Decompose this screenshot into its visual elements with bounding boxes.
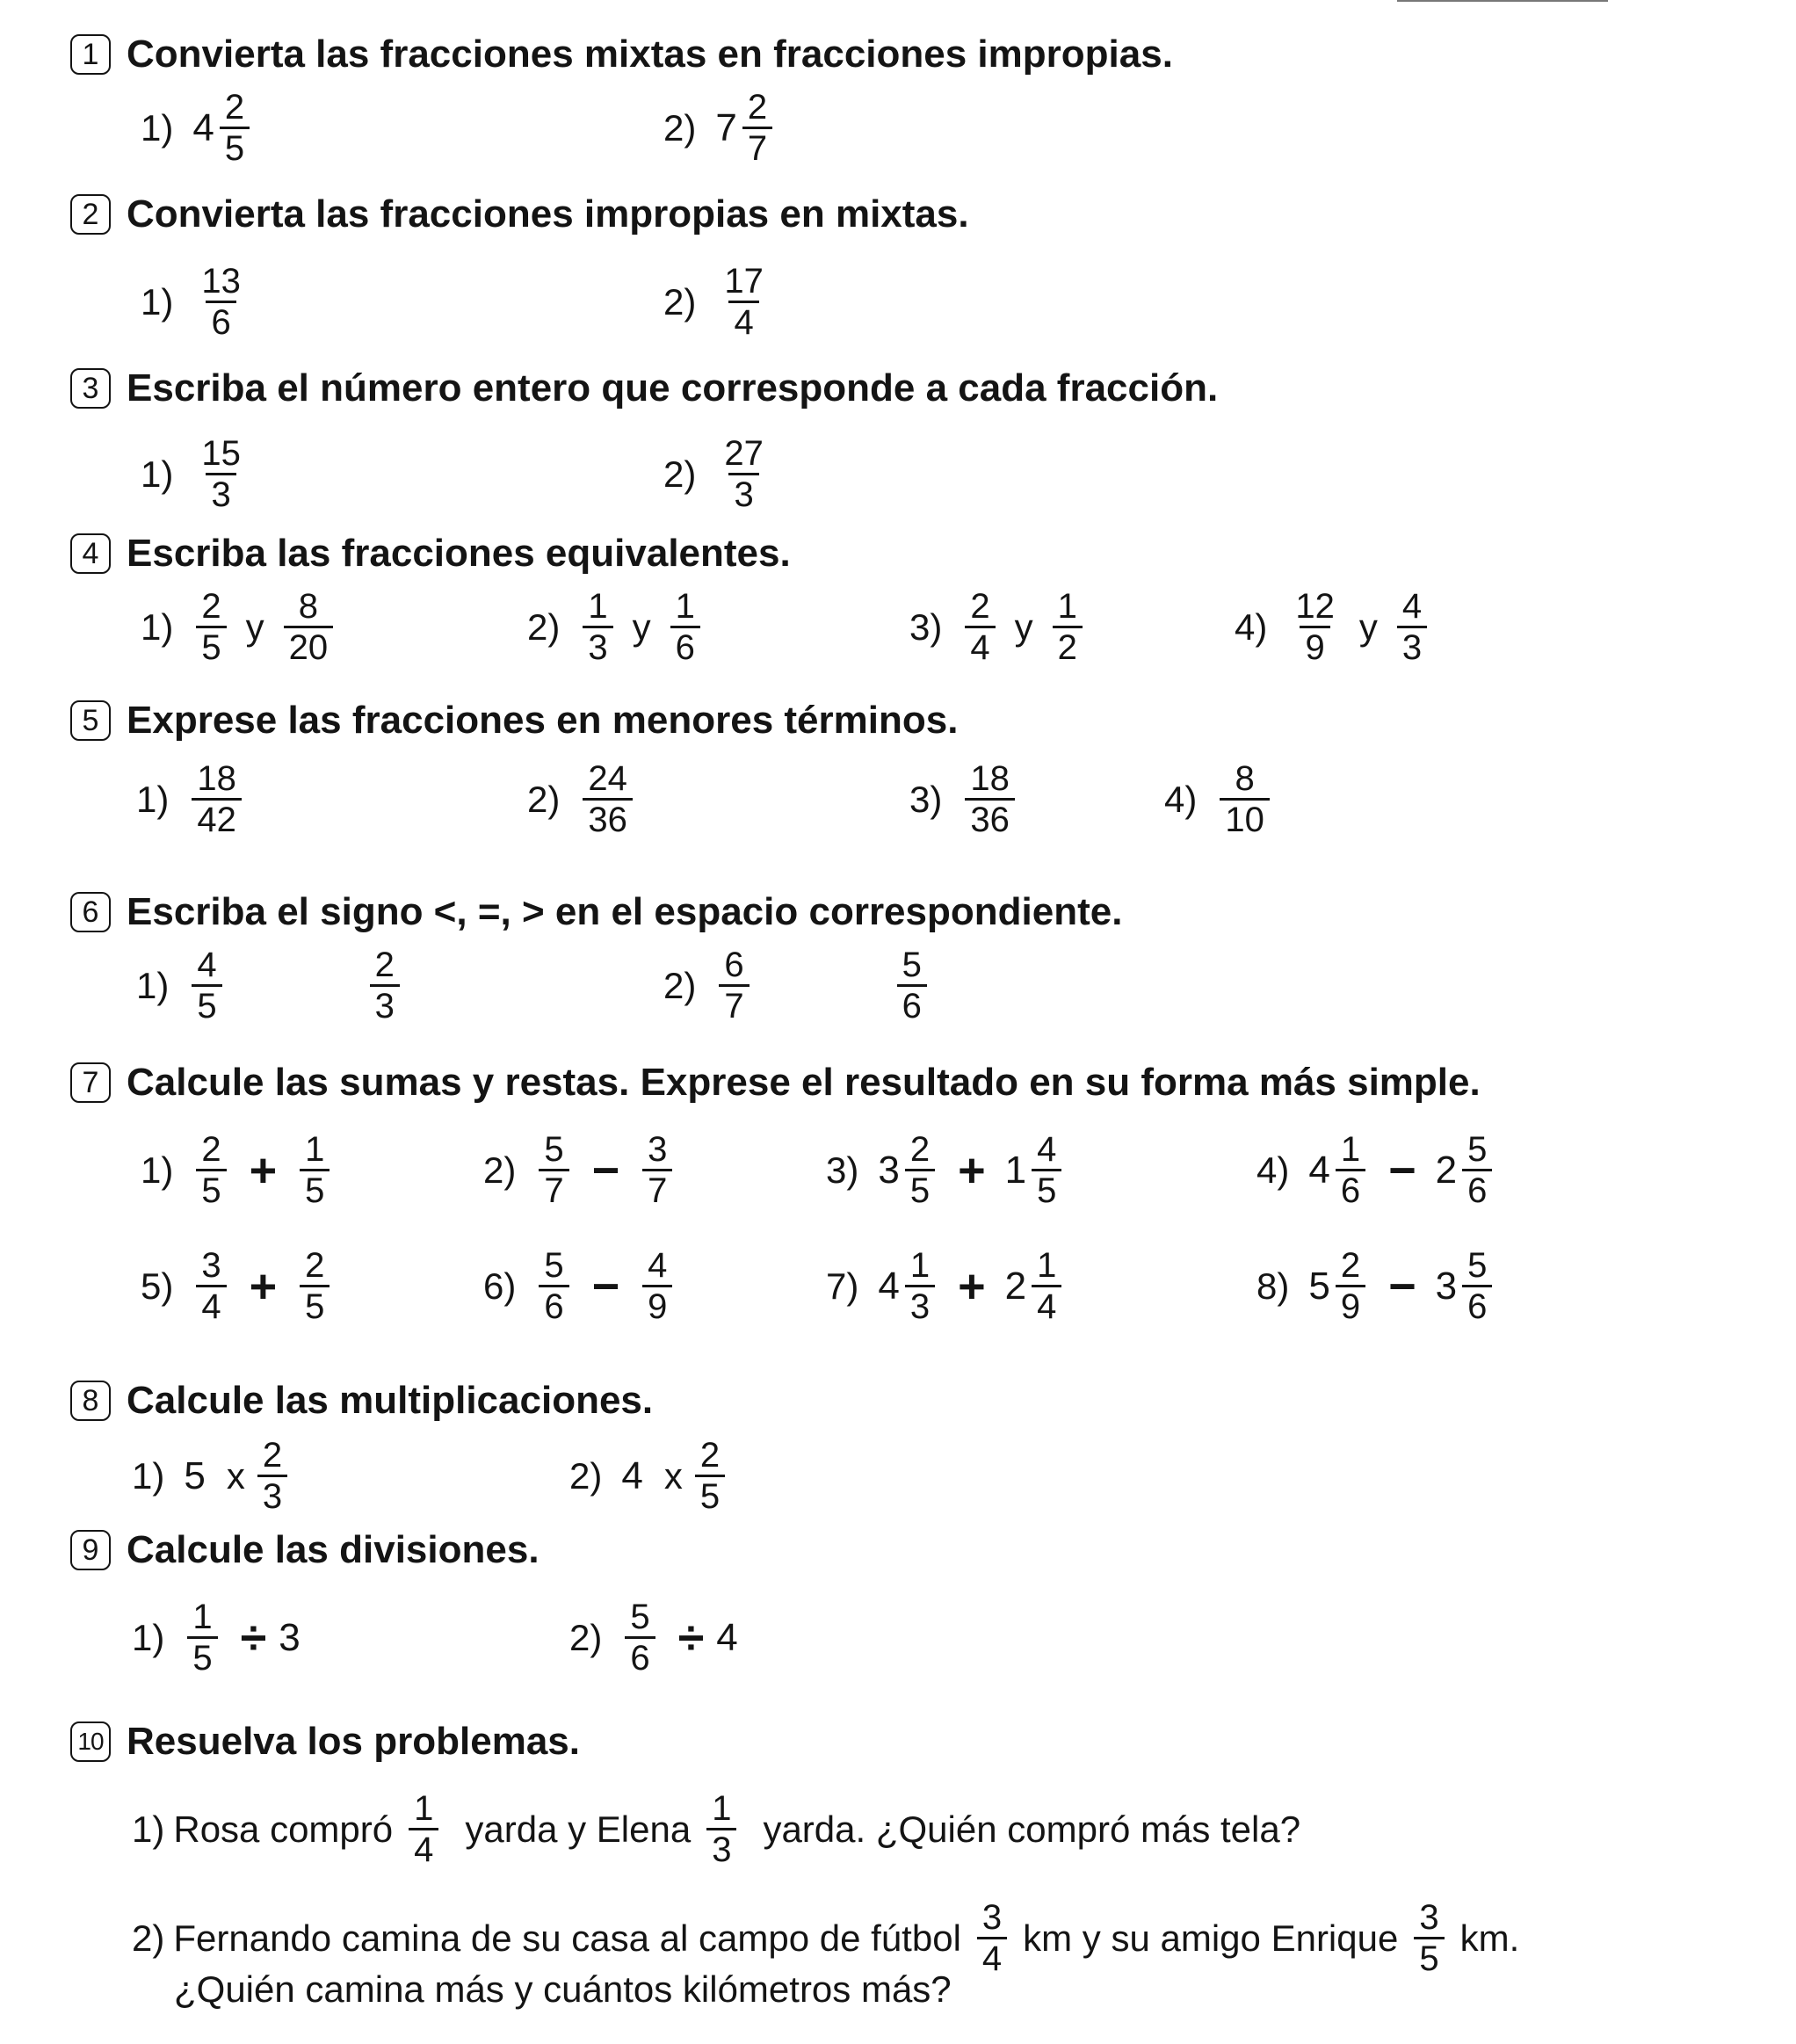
fraction: $\frac{1}{4}$ (409, 1789, 438, 1869)
operator: + (958, 1143, 986, 1197)
section-number: 10 (70, 1721, 111, 1762)
item-label: 6) (483, 1265, 517, 1307)
whole-number: 3 (279, 1615, 301, 1659)
fraction: $\frac{5}{6}$ (625, 1598, 655, 1678)
exercise-1-2 (663, 88, 776, 168)
exercise-8-1 (132, 1436, 291, 1516)
section-10-title (70, 1714, 580, 1770)
section-heading: Convierta las fracciones mixtas en fracciones impropias. (127, 33, 1173, 76)
exercise-1-1 (141, 88, 253, 168)
exercise-7-6 (483, 1246, 676, 1326)
exercise-7-8 (1256, 1246, 1495, 1326)
fraction: $\frac{2}{3}$ (257, 1436, 287, 1516)
problem-2-question: ¿Quién camina más y cuántos kilómetros más? (174, 1968, 952, 2010)
fraction: $\frac{3}{4}$ (977, 1898, 1007, 1978)
whole-part: 2 (1004, 1264, 1027, 1308)
whole-part: 7 (715, 105, 737, 149)
operator: − (1388, 1259, 1416, 1313)
fraction: $\frac{2}{3}$ (370, 946, 400, 1026)
fraction: $\frac{18}{36}$ (965, 759, 1015, 839)
problem-2 (132, 1898, 1532, 1978)
section-heading: Exprese las fracciones en menores términos. (127, 699, 959, 742)
exercise-5-2 (527, 759, 636, 839)
fraction: $\frac{5}{6}$ (1462, 1130, 1492, 1210)
item-label: 3) (909, 778, 943, 820)
exercise-5-1 (136, 759, 245, 839)
fraction: $\frac{15}{3}$ (201, 434, 241, 514)
section-5-title (70, 692, 958, 749)
fraction: $\frac{1}{5}$ (187, 1598, 217, 1678)
exercise-9-1 (132, 1598, 302, 1678)
exercise-7-7 (826, 1246, 1065, 1326)
fraction: $\frac{4}{5}$ (1032, 1130, 1061, 1210)
item-label: 2) (569, 1454, 603, 1497)
fraction: $\frac{2}{5}$ (905, 1130, 935, 1210)
fraction: $\frac{3}{4}$ (196, 1246, 226, 1326)
fraction: $\frac{2}{7}$ (742, 88, 772, 168)
conjunction: y (1358, 605, 1378, 648)
section-1-title (70, 26, 1173, 83)
operator: − (591, 1143, 620, 1197)
fraction: $\frac{4}{9}$ (642, 1246, 672, 1326)
section-number: 7 (70, 1062, 111, 1103)
whole-number: 4 (621, 1453, 643, 1497)
fraction: $\frac{1}{6}$ (1336, 1130, 1365, 1210)
top-rule (1397, 0, 1608, 2)
fraction: $\frac{2}{5}$ (196, 587, 226, 667)
fraction: $\frac{13}{6}$ (201, 262, 241, 342)
section-3-title (70, 360, 1218, 417)
conjunction: y (632, 605, 651, 648)
section-9-title (70, 1522, 540, 1578)
whole-part: 4 (1308, 1148, 1330, 1192)
section-8-title (70, 1373, 653, 1429)
item-label: 2) (663, 106, 697, 149)
item-label: 2) (132, 1917, 165, 1959)
whole-part: 5 (1308, 1264, 1330, 1308)
whole-number: 5 (184, 1453, 206, 1497)
whole-part: 2 (1435, 1148, 1458, 1192)
fraction: $\frac{2}{5}$ (300, 1246, 330, 1326)
item-label: 1) (132, 1616, 165, 1658)
fraction: $\frac{12}{9}$ (1295, 587, 1335, 667)
fraction: $\frac{2}{5}$ (196, 1130, 226, 1210)
exercise-5-3 (909, 759, 1018, 839)
item-label: 2) (569, 1616, 603, 1658)
section-heading: Escriba las fracciones equivalentes. (127, 532, 791, 575)
operator: − (1388, 1143, 1416, 1197)
fraction: $\frac{5}{6}$ (1462, 1246, 1492, 1326)
section-heading: Escriba el número entero que corresponde a cada fracción. (127, 366, 1219, 410)
exercise-7-1 (141, 1130, 333, 1210)
section-heading: Calcule las sumas y restas. Exprese el resultado en su forma más simple. (127, 1061, 1481, 1104)
item-label: 2) (483, 1149, 517, 1191)
item-label: 1) (136, 964, 170, 1006)
section-number: 4 (70, 533, 111, 574)
section-heading: Escriba el signo <, =, > en el espacio correspondiente. (127, 890, 1123, 933)
section-6-title (70, 884, 1122, 940)
fraction: $\frac{5}{7}$ (539, 1130, 568, 1210)
exercise-4-1 (141, 587, 337, 667)
fraction: $\frac{27}{3}$ (724, 434, 764, 514)
fraction: $\frac{1}{3}$ (706, 1789, 736, 1869)
item-label: 1) (141, 453, 174, 495)
fraction: $\frac{8}{10}$ (1220, 759, 1270, 839)
section-heading: Calcule las multiplicaciones. (127, 1379, 654, 1422)
section-number: 1 (70, 34, 111, 75)
item-label: 1) (136, 778, 170, 820)
fraction: $\frac{18}{42}$ (192, 759, 242, 839)
whole-part: 3 (1435, 1264, 1458, 1308)
exercise-7-4 (1256, 1130, 1495, 1210)
division-sign: ÷ (240, 1611, 267, 1664)
fraction: $\frac{2}{9}$ (1336, 1246, 1365, 1326)
item-label: 7) (826, 1265, 859, 1307)
operator: + (249, 1143, 278, 1197)
whole-part: 3 (878, 1148, 900, 1192)
operator: + (249, 1259, 278, 1313)
operator: − (591, 1259, 620, 1313)
item-label: 3) (826, 1149, 859, 1191)
section-number: 6 (70, 892, 111, 932)
exercise-2-1 (141, 262, 250, 342)
item-label: 4) (1235, 605, 1268, 648)
fraction: $\frac{4}{5}$ (192, 946, 221, 1026)
problem-text: km y su amigo Enrique (1023, 1917, 1399, 1959)
exercise-7-3 (826, 1130, 1065, 1210)
section-number: 3 (70, 368, 111, 409)
problem-1 (132, 1789, 1313, 1869)
item-label: 4) (1256, 1149, 1290, 1191)
exercise-6-2 (663, 946, 931, 1026)
exercise-7-5 (141, 1246, 333, 1326)
section-heading: Convierta las fracciones impropias en mixtas. (127, 192, 969, 236)
item-label: 1) (132, 1808, 165, 1850)
item-label: 2) (663, 453, 697, 495)
section-number: 5 (70, 700, 111, 741)
exercise-3-1 (141, 434, 250, 514)
fraction: $\frac{4}{3}$ (1397, 587, 1427, 667)
fraction: $\frac{2}{5}$ (695, 1436, 725, 1516)
fraction: $\frac{5}{6}$ (539, 1246, 568, 1326)
exercise-4-4 (1235, 587, 1430, 667)
exercise-7-2 (483, 1130, 676, 1210)
fraction: $\frac{1}{6}$ (670, 587, 700, 667)
fraction: $\frac{2}{4}$ (965, 587, 995, 667)
whole-number: 4 (716, 1615, 738, 1659)
item-label: 4) (1164, 778, 1198, 820)
section-heading: Calcule las divisiones. (127, 1528, 540, 1571)
item-label: 1) (141, 280, 174, 323)
problem-text: yarda y Elena (465, 1808, 692, 1850)
fraction: $\frac{8}{20}$ (284, 587, 334, 667)
problem-text: km. (1459, 1917, 1520, 1959)
conjunction: y (245, 605, 264, 648)
exercise-4-3 (909, 587, 1086, 667)
section-heading: Resuelva los problemas. (127, 1720, 580, 1763)
section-number: 2 (70, 194, 111, 235)
item-label: 1) (141, 605, 174, 648)
fraction: $\frac{17}{4}$ (724, 262, 764, 342)
exercise-9-2 (569, 1598, 740, 1678)
exercise-6-1 (136, 946, 403, 1026)
problem-text: Fernando camina de su casa al campo de fútbol (173, 1917, 961, 1959)
section-number: 9 (70, 1530, 111, 1570)
item-label: 3) (909, 605, 943, 648)
item-label: 5) (141, 1265, 174, 1307)
item-label: 1) (141, 1149, 174, 1191)
times-sign: x (226, 1454, 245, 1497)
section-2-title (70, 186, 969, 243)
problem-text: Rosa compró (173, 1808, 394, 1850)
times-sign: x (663, 1454, 683, 1497)
operator: + (958, 1259, 986, 1313)
exercise-2-2 (663, 262, 772, 342)
item-label: 8) (1256, 1265, 1290, 1307)
item-label: 1) (141, 106, 174, 149)
section-number: 8 (70, 1381, 111, 1421)
whole-part: 4 (878, 1264, 900, 1308)
conjunction: y (1014, 605, 1033, 648)
fraction: $\frac{24}{36}$ (583, 759, 633, 839)
fraction: $\frac{1}{3}$ (905, 1246, 935, 1326)
fraction: $\frac{3}{7}$ (642, 1130, 672, 1210)
fraction: $\frac{1}{3}$ (583, 587, 612, 667)
section-7-title (70, 1055, 1481, 1111)
whole-part: 4 (192, 105, 214, 149)
fraction: $\frac{1}{2}$ (1053, 587, 1083, 667)
whole-part: 1 (1004, 1148, 1027, 1192)
fraction: $\frac{3}{5}$ (1414, 1898, 1444, 1978)
item-label: 2) (663, 964, 697, 1006)
item-label: 2) (527, 605, 561, 648)
item-label: 2) (527, 778, 561, 820)
fraction: $\frac{1}{4}$ (1032, 1246, 1061, 1326)
exercise-8-2 (569, 1436, 728, 1516)
section-4-title (70, 525, 791, 582)
fraction: $\frac{6}{7}$ (719, 946, 749, 1026)
fraction: $\frac{2}{5}$ (220, 88, 250, 168)
fraction: $\frac{1}{5}$ (300, 1130, 330, 1210)
exercise-3-2 (663, 434, 772, 514)
item-label: 2) (663, 280, 697, 323)
problem-text: yarda. ¿Quién compró más tela? (763, 1808, 1301, 1850)
exercise-4-2 (527, 587, 704, 667)
division-sign: ÷ (677, 1611, 705, 1664)
fraction: $\frac{5}{6}$ (897, 946, 927, 1026)
item-label: 1) (132, 1454, 165, 1497)
exercise-5-4 (1164, 759, 1273, 839)
